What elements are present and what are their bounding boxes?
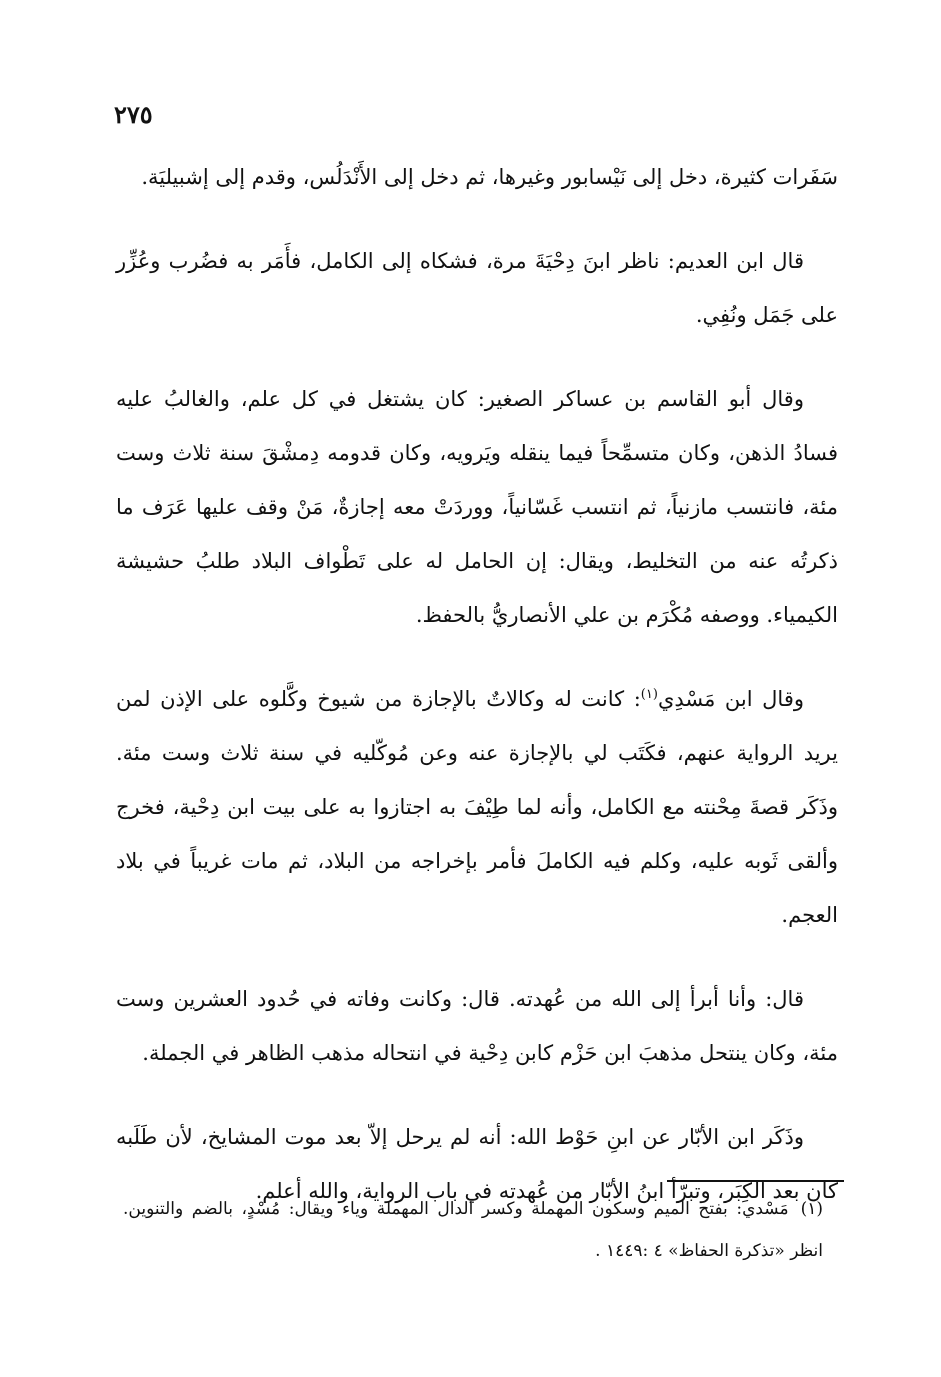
footnote-number: (١) (800, 1199, 823, 1219)
footnote-divider (667, 1180, 844, 1182)
paragraph: قال: وأنا أبرأ إلى الله من عُهدته. قال: وكانت وفاته في حُدود العشرين وست مئة، وكان ينتحل مذهبَ ابن حَزْم كابن دِحْية في انتحاله مذهب الظاهر في الجملة. (116, 987, 838, 1065)
page-number: ٢٧٥ (114, 100, 153, 129)
paragraph: وذَكَر ابن الأبّار عن ابنِ حَوْط الله: أنه لم يرحل إلاّ بعد موت المشايخ، لأن طَلَبه كان بعد الكِبَر، وتبرّأ ابنُ الأبّار من عُهدته في باب الرواية، والله أعلم. (116, 1125, 838, 1203)
paragraph: سَفَرات كثيرة، دخل إلى نَيْسابور وغيرها، ثم دخل إلى الأَنْدَلُس، وقدم إلى إشبيليَة. (141, 165, 838, 189)
main-text (116, 150, 838, 1248)
footnote-reference: (١) (640, 687, 658, 702)
footnote (123, 1188, 823, 1272)
paragraph: قال ابن العديم: ناظر ابنَ دِحْيَةَ مرة، فشكاه إلى الكامل، فأَمَر به فضُرب وعُزِّر على جَمَل ونُفِي. (116, 249, 838, 327)
paragraph (116, 672, 838, 942)
paragraph-lead: وقال ابن مَسْدِي (657, 687, 804, 711)
paragraph: وقال أبو القاسم بن عساكر الصغير: كان يشتغل في كل علم، والغالبُ عليه فسادُ الذهن، وكان متسمِّحاً فيما ينقله ويَرويه، وكان قدومه دِمشْقَ سنة ثلاث وست مئة، فانتسب مازنياً، ثم انتسب غَسّانياً، ووردَتْ معه إجازةٌ، مَنْ وقف عليها عَرَف ما ذكرتُه عنه من التخليط، ويقال: إن الحامل له على تَطْواف البلاد طلبُ حشيشة الكيمياء. ووصفه مُكْرَم بن علي الأنصاريُّ بالحفظ. (116, 387, 838, 627)
footnote-text: مَسْدي: بفتح الميم وسكون المهملة وكسر الدال المهملة وياء ويقال: مُسْدٍ، بالضم والتنوين. انظر «تذكرة الحفاظ» ٤ :١٤٤٩ . (123, 1199, 823, 1261)
paragraph-body: : كانت له وكالاتٌ بالإجازة من شيوخ وكَّلوه على الإذن لمن يريد الرواية عنهم، فكَتَب لي بالإجازة عنه وعن مُوكّليه في سنة ثلاث وست مئة. وذَكَر قصةَ مِحْنته مع الكامل، وأنه لما طِيْفَ به اجتازوا به على بيت ابن دِحْية، فخرج وألقى ثَوبه عليه، وكلم فيه الكاملَ فأمر بإخراجه من البلاد، ثم مات غريباً في بلاد العجم. (116, 687, 838, 927)
